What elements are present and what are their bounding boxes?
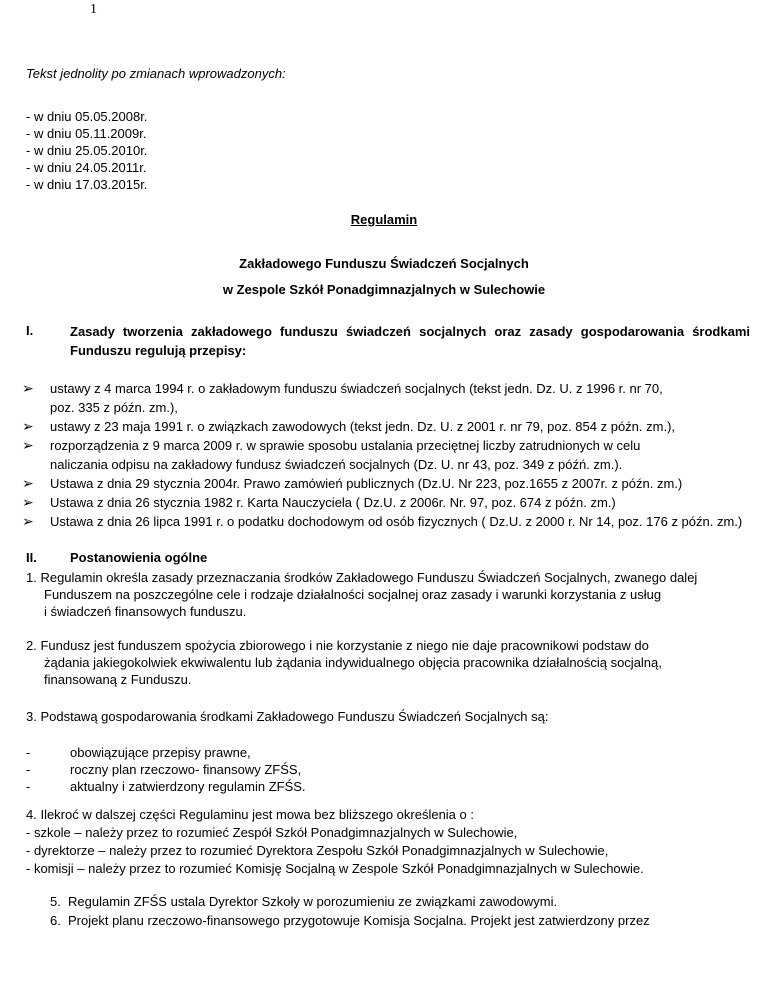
document-subtitle: Zakładowego Funduszu Świadczeń Socjalnych — [239, 256, 529, 271]
list-item: 6. Projekt planu rzeczowo-finansowego przygotowuje Komisja Socjalna. Projekt jest zatwierdzony przez — [50, 913, 650, 928]
list-item: ➢ Ustawa z dnia 26 stycznia 1982 r. Karta Nauczyciela ( Dz.U. z 2006r. Nr. 97, poz. 674 z późn. zm.) — [22, 494, 616, 510]
list-item: ➢ rozporządzenia z 9 marca 2009 r. w sprawie sposobu ustalania przeciętnej liczby zatrudnionych w celu — [22, 437, 641, 453]
arrow-bullet-icon: ➢ — [22, 437, 34, 453]
list-item: ➢ Ustawa z dnia 26 lipca 1991 r. o podatku dochodowym od osób fizycznych ( Dz.U. z 2000 r. Nr 14, poz. 176 z późn. zm.) — [22, 513, 743, 529]
list-item: ➢ ustawy z 23 maja 1991 r. o związkach zawodowych (tekst jedn. Dz. U. z 2001 r. nr 79, poz. 854 z późn. zm.), — [22, 418, 676, 434]
list-item-continuation: poz. 335 z późn. zm.), — [50, 400, 178, 415]
list-item: ➢ ustawy z 4 marca 1994 r. o zakładowym funduszu świadczeń socjalnych (tekst jedn. Dz. U. z 1996 r. nr 70, — [22, 380, 663, 396]
list-item: - obowiązujące przepisy prawne, — [26, 745, 251, 760]
numbered-list — [50, 892, 762, 930]
section-2-number: II. — [26, 550, 37, 565]
paragraph-4: 4. Ilekroć w dalszej części Regulaminu jest mowa bez bliższego określenia o : - szkole – należy przez to rozumieć Zespół Szkół Ponadgimnazjalnych w Sulechowie, - dyrektorze – należy przez to rozumieć Dyrektora Zespołu Szkół Ponadgimnazjalnych w Sulechowie, - komisji – należy przez to rozumieć Komisję Socjalną w Zespole Szkół Ponadgimnazjalnych w Sulechowie. — [26, 807, 644, 876]
list-item: - roczny plan rzeczowo- finansowy ZFŚS, — [26, 762, 302, 777]
amendment-date: - w dniu 25.05.2010r. — [26, 143, 148, 158]
section-1-intro-line: Zasady tworzenia zakładowego funduszu świadczeń socjalnych oraz zasady gospodarowania środkami — [70, 324, 750, 339]
section-1-intro — [70, 322, 750, 360]
paragraph-3: 3. Podstawą gospodarowania środkami Zakładowego Funduszu Świadczeń Socjalnych są: — [26, 709, 549, 724]
amendment-date: - w dniu 24.05.2011r. — [26, 160, 147, 175]
section-1-intro-line: Funduszu regulują przepisy: — [70, 343, 247, 358]
document-title: Regulamin — [350, 212, 418, 227]
arrow-bullet-icon: ➢ — [22, 494, 34, 510]
arrow-bullet-icon: ➢ — [22, 513, 34, 529]
list-item: 5. Regulamin ZFŚS ustala Dyrektor Szkoły w porozumieniu ze związkami zawodowymi. — [50, 894, 558, 909]
arrow-bullet-icon: ➢ — [22, 418, 34, 434]
list-item-continuation: naliczania odpisu na zakładowy fundusz świadczeń socjalnych (Dz. U. nr 43, poz. 349 z późń. zm.). — [50, 457, 623, 472]
amendment-date: - w dniu 05.05.2008r. — [26, 109, 148, 124]
legal-basis-list — [22, 379, 762, 531]
paragraph-1: 1. Regulamin określa zasady przeznaczania środków Zakładowego Funduszu Świadczeń Socjalnych, zwanego dalej Funduszem na poszczególne cele i rodzaje działalności socjalnej oraz zasady i warunki korzystania z usług i świadczeń finansowych funduszu. — [26, 570, 698, 619]
amendment-date: - w dniu 17.03.2015r. — [26, 177, 148, 192]
section-1-number: I. — [26, 323, 34, 338]
amendment-date: - w dniu 05.11.2009r. — [26, 126, 147, 141]
amendments-heading: Tekst jednolity po zmianach wprowadzonych: — [26, 66, 286, 81]
paragraph-3-list — [26, 744, 306, 795]
list-item: - aktualny i zatwierdzony regulamin ZFŚS. — [26, 779, 306, 794]
paragraph-2: 2. Fundusz jest funduszem spożycia zbiorowego i nie korzystanie z niego nie daje pracownikowi podstaw do żądania jakiegokolwiek ekwiwalentu lub żądania indywidualnego objęcia pracownika działalnością socjalną, finansowaną z Funduszu. — [26, 638, 662, 687]
arrow-bullet-icon: ➢ — [22, 475, 34, 491]
section-2-heading: Postanowienia ogólne — [70, 550, 208, 565]
page-number: 1 — [90, 2, 97, 17]
amendments-list — [26, 108, 768, 193]
arrow-bullet-icon: ➢ — [22, 380, 34, 396]
list-item: ➢ Ustawa z dnia 29 stycznia 2004r. Prawo zamówień publicznych (Dz.U. Nr 223, poz.1655 z 2007r. z późn. zm.) — [22, 475, 683, 491]
document-subtitle-institution: w Zespole Szkół Ponadgimnazjalnych w Sulechowie — [222, 282, 546, 297]
